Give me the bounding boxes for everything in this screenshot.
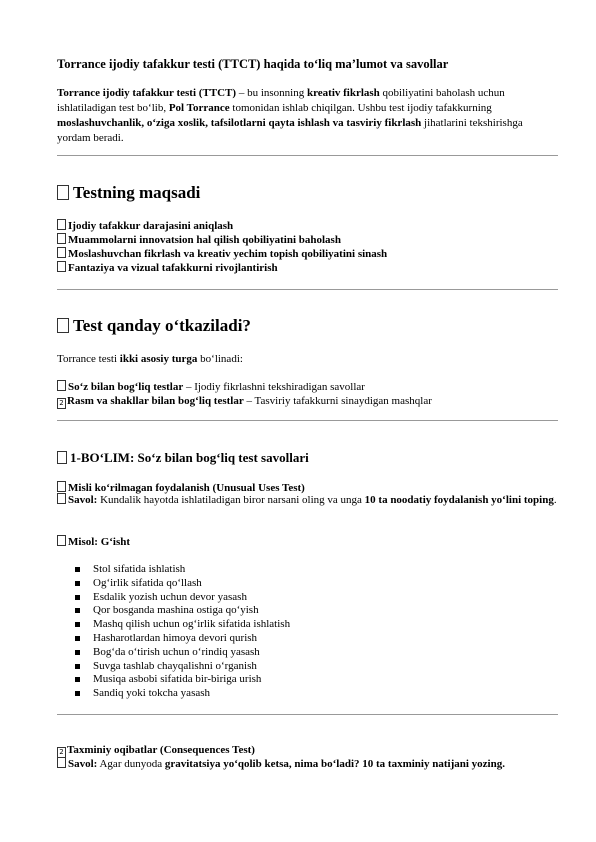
- missing-glyph-icon: [57, 219, 66, 230]
- task2-title: 2 Taxminiy oqibatlar (Consequences Test): [57, 743, 255, 758]
- missing-glyph-icon: [57, 261, 66, 272]
- how-lead: Torrance testi ikki asosiy turga bo‘linadi:: [57, 353, 243, 365]
- purpose-item: Muammolarni innovatsion hal qilish qobiliyatini baholash: [57, 233, 341, 247]
- list-item: Stol sifatida ishlatish: [57, 563, 290, 577]
- list-item: Bog‘da o‘tirish uchun o‘rindiq yasash: [57, 646, 290, 660]
- missing-glyph-icon: [57, 757, 66, 768]
- list-item: Og‘irlik sifatida qo‘llash: [57, 577, 290, 591]
- list-item: Suvga tashlab chayqalishni o‘rganish: [57, 660, 290, 674]
- divider: [57, 714, 558, 715]
- missing-glyph-icon: [57, 451, 67, 464]
- missing-glyph-icon: [57, 233, 66, 244]
- missing-glyph-icon: [57, 481, 66, 492]
- test-type-2: 2 Rasm va shakllar bilan bog‘liq testlar – Tasviriy tafakkurni sinaydigan mashqlar: [57, 394, 432, 409]
- purpose-item: Fantaziya va vizual tafakkurni rivojlantirish: [57, 261, 278, 275]
- intro-test-name: Torrance ijodiy tafakkur testi (TTCT): [57, 87, 237, 99]
- task2-question: Savol: Agar dunyoda gravitatsiya yo‘qolib ketsa, nima bo‘ladi? 10 ta taxminiy natijani yozing.: [57, 757, 505, 771]
- purpose-item: Ijodiy tafakkur darajasini aniqlash: [57, 219, 233, 233]
- intro-author: Pol Torrance: [168, 102, 230, 114]
- list-item: Musiqa asbobi sifatida bir-biriga urish: [57, 673, 290, 687]
- example-label: Misol: G‘isht: [57, 535, 130, 549]
- list-item: Esdalik yozish uchun devor yasash: [57, 591, 290, 605]
- intro-paragraph: Torrance ijodiy tafakkur testi (TTCT) – bu insonning kreativ fikrlash qobiliyatini baholash uchun ishlatiladigan test bo‘lib, Pol Torrance tomonidan ishlab chiqilgan. Ushbu test ijodiy tafakkurning moslashuvchanlik, o‘ziga xoslik, tafsilotlarni qayta ishlash va tasviriy fikrlash jihatlarini tekshirishga yordam beradi.: [57, 87, 523, 144]
- list-item: Mashq qilish uchun og‘irlik sifatida ishlatish: [57, 618, 290, 632]
- example-list: [57, 563, 290, 701]
- missing-glyph-icon: [57, 247, 66, 258]
- missing-glyph-icon: [57, 380, 66, 391]
- missing-glyph-icon: [57, 185, 69, 200]
- section-heading-part1: 1-BO‘LIM: So‘z bilan bog‘liq test savollari: [57, 450, 309, 466]
- section-heading-how: Test qanday o‘tkaziladi?: [57, 316, 251, 336]
- test-type-1: So‘z bilan bog‘liq testlar – Ijodiy fikrlashni tekshiradigan savollar: [57, 380, 365, 394]
- task1-title: Misli ko‘rilmagan foydalanish (Unusual Uses Test): [57, 481, 305, 495]
- document-title: Torrance ijodiy tafakkur testi (TTCT) haqida to‘liq ma’lumot va savollar: [57, 57, 449, 71]
- missing-glyph-icon: [57, 318, 69, 333]
- missing-glyph-icon: [57, 493, 66, 504]
- divider: [57, 155, 558, 156]
- list-item: Sandiq yoki tokcha yasash: [57, 687, 290, 701]
- divider: [57, 289, 558, 290]
- list-item: Hasharotlardan himoya devori qurish: [57, 632, 290, 646]
- number-two-glyph-icon: 2: [57, 747, 66, 758]
- divider: [57, 420, 558, 421]
- task1-question: Savol: Kundalik hayotda ishlatiladigan biror narsani oling va unga 10 ta noodatiy foydalanish yo‘lini toping.: [57, 493, 558, 508]
- section-heading-purpose: Testning maqsadi: [57, 183, 200, 203]
- list-item: Qor bosganda mashina ostiga qo‘yish: [57, 604, 290, 618]
- number-two-glyph-icon: 2: [57, 398, 66, 409]
- purpose-item: Moslashuvchan fikrlash va kreativ yechim topish qobiliyatini sinash: [57, 247, 387, 261]
- missing-glyph-icon: [57, 535, 66, 546]
